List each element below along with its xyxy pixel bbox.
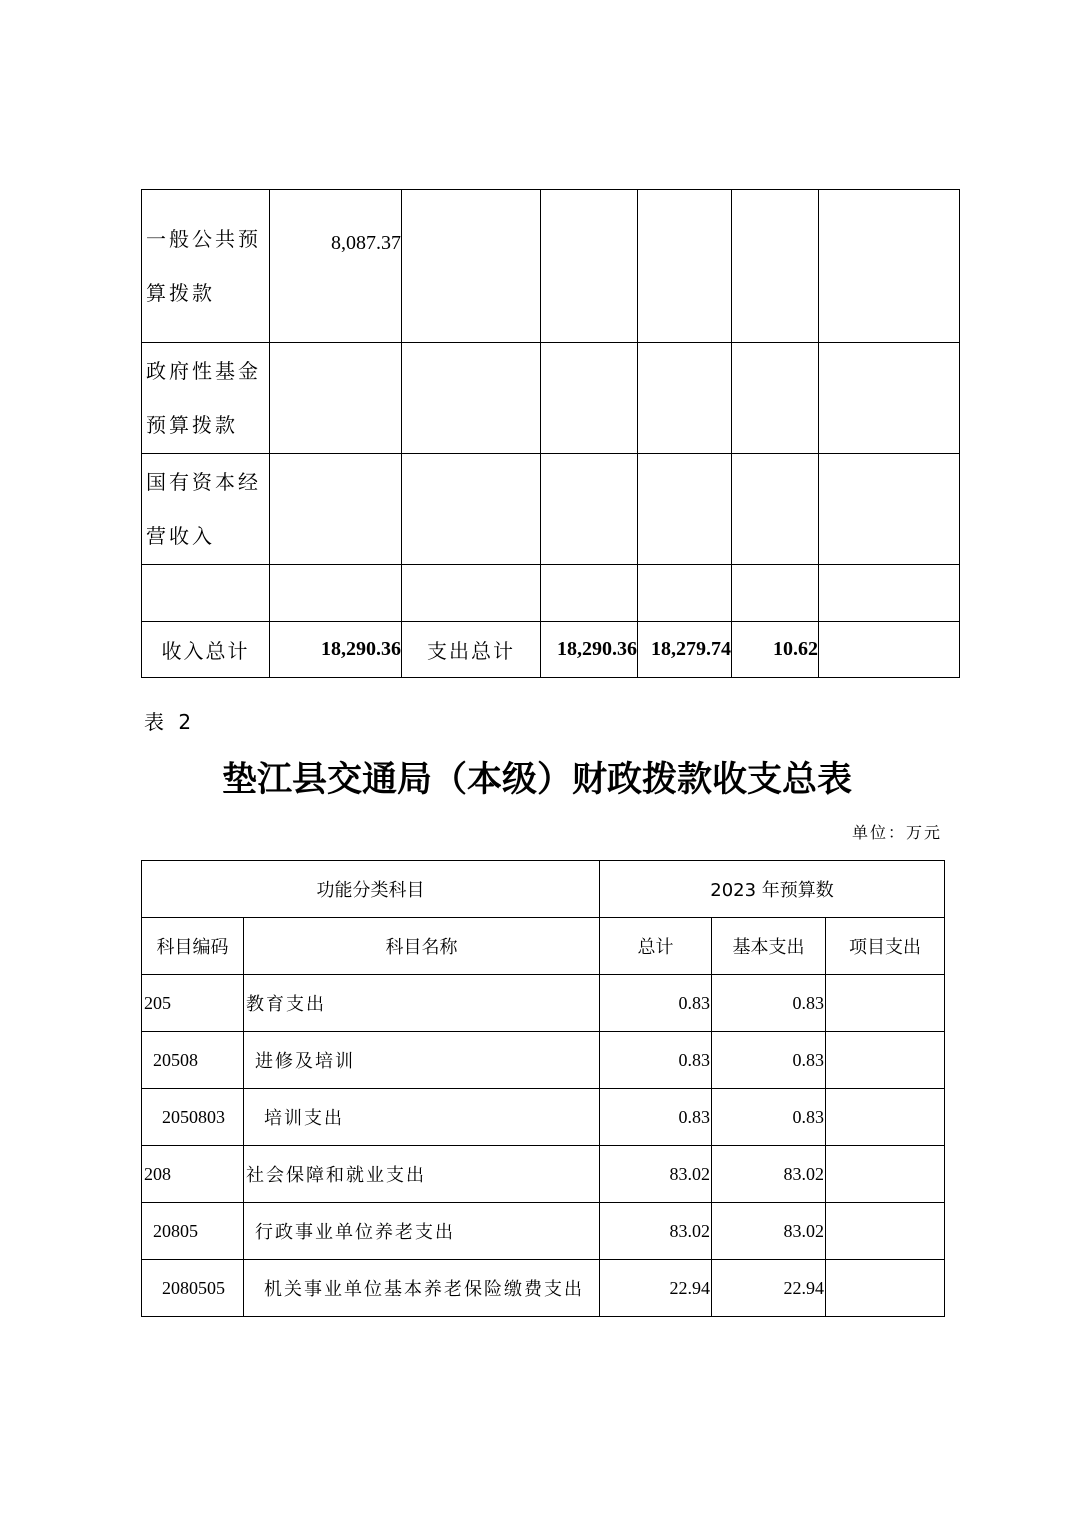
basic-value: 83.02 [712,1146,826,1203]
total-value: 22.94 [600,1260,712,1317]
total-row [142,622,960,678]
table-row [142,1146,945,1203]
basic-value: 0.83 [712,975,826,1032]
expense-other-value [819,622,960,678]
subject-name: 培训支出 [244,1089,600,1146]
header-row [142,861,945,918]
income-expense-table [141,189,960,678]
total-value: 83.02 [600,1146,712,1203]
header-row [142,918,945,975]
basic-value: 0.83 [712,1089,826,1146]
header-code: 科目编码 [142,918,244,975]
total-value: 0.83 [600,975,712,1032]
project-value [826,975,945,1032]
basic-value: 22.94 [712,1260,826,1317]
header-project: 项目支出 [826,918,945,975]
subject-code: 20508 [142,1032,244,1089]
basic-value: 0.83 [712,1032,826,1089]
subject-name: 教育支出 [244,975,600,1032]
project-value [826,1203,945,1260]
income-item-label [142,565,270,622]
income-total-value: 18,290.36 [270,622,402,678]
income-item-amount [270,454,402,565]
project-value [826,1146,945,1203]
income-item-label: 一般公共预算拨款 [142,190,270,343]
expense-total-label: 支出总计 [402,622,541,678]
subject-name: 社会保障和就业支出 [244,1146,600,1203]
header-total: 总计 [600,918,712,975]
income-total-label: 收入总计 [142,622,270,678]
header-name: 科目名称 [244,918,600,975]
total-value: 83.02 [600,1203,712,1260]
subject-code: 2080505 [142,1260,244,1317]
table-row [142,1260,945,1317]
income-item-amount: 8,087.37 [270,190,402,343]
income-item-label: 政府性基金预算拨款 [142,343,270,454]
subject-name: 进修及培训 [244,1032,600,1089]
header-budget-year: 2023 年预算数 [600,861,945,918]
table-row [142,975,945,1032]
total-value: 0.83 [600,1032,712,1089]
table-row [142,1203,945,1260]
table-row [142,565,960,622]
table-row [142,190,960,343]
header-basic: 基本支出 [712,918,826,975]
table-row [142,454,960,565]
income-item-amount [270,343,402,454]
page-title: 垫江县交通局（本级）财政拨款收支总表 [221,759,852,800]
subject-name: 行政事业单位养老支出 [244,1203,600,1260]
project-value [826,1089,945,1146]
table-row [142,343,960,454]
expense-total-value: 18,290.36 [541,622,638,678]
table-row [142,1032,945,1089]
basic-value: 83.02 [712,1203,826,1260]
expense-basic-value: 18,279.74 [638,622,732,678]
project-value [826,1260,945,1317]
subject-code: 2050803 [142,1089,244,1146]
income-item-label: 国有资本经营收入 [142,454,270,565]
expense-project-value: 10.62 [732,622,819,678]
total-value: 0.83 [600,1089,712,1146]
income-item-amount [270,565,402,622]
unit-label: 单位：万元 [851,823,942,842]
table-number-label: 表 2 [144,710,196,734]
subject-name: 机关事业单位基本养老保险缴费支出 [244,1260,600,1317]
table-row [142,1089,945,1146]
subject-code: 208 [142,1146,244,1203]
subject-code: 20805 [142,1203,244,1260]
subject-code: 205 [142,975,244,1032]
appropriation-summary-table [141,860,945,1317]
header-function-category: 功能分类科目 [142,861,600,918]
project-value [826,1032,945,1089]
